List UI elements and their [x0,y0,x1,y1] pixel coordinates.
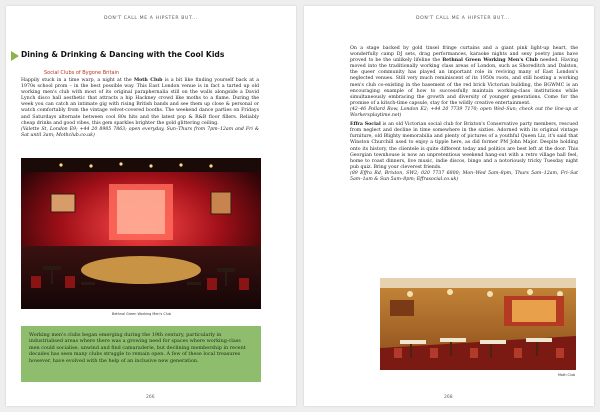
photo-caption: Moth Club [558,373,576,377]
body-text-run: is a bit like finding yourself back at a 1970s school prom – in the best possible way. This East London venue is in fact a tarted up old working men's club with most of its original paraphernalia still on the walls alongside a David Lynch disco hall aesthetic that attracts a hip Hackney crowd like moths to a flame. During the week you can catch an intimate gig with rising British bands and see them up close & personal or watch comfortably from the vintage velvet-covered booths. The weekend dance parties on Fridays and Saturdays alternate between cool 80s hits and the latest pop & R&B floor fillers. Reliably cheap drinks and good vibes, this gem sparkles brighter the gold glittering ceiling. [21,78,260,126]
body-text [21,78,259,142]
venue-info: (42–46 Pollard Row, London E2; +44 20 7739 7170; open Wed–Sun; check out the line-up at Workersplaytime.net) [350,106,578,119]
venue-info: (89 Effra Rd, Brixton, SW2; 020 7737 6800; Mon–Wed 5am–8pm, Thurs 5am–12am, Fri–Sat 5am–1am & Sun 5am–8pm; Effrasocial.co.uk) [350,170,578,182]
info-box: Working men's clubs began emerging during the 19th century, particularly in industrialised areas where there was a growing need for spaces where working-class men could socialise, unwind and find camaraderie, but declining membership in recent decades has seen many clubs struggle to remain open. A few of these local treasures however, have evolved with the help of an inclusive new generation. [21,326,261,382]
page-number: 268 [444,395,453,400]
body-text-run: needed. Having moved into the traditionally working class areas of London, such as Shoreditch and Dalston, the queer community has played an important role in reviving many of East London's neglected venues. Still very much reminiscent of its 1950s roots, and still hosting a working men's club co-existing in the basement of the red brick Victorian building, the BGWMC is an encouraging example of how to successfully maintain working-class institutions while simultaneously embracing the growth and diversity of younger generations. Come for the promise of a kitsch-time capsule, stay for the wildly creative entertainment. [350,58,578,106]
body-paragraph [350,46,578,119]
club-photo-graphic [21,158,261,309]
body-text-run: Happily stuck in a time warp, a night at the [21,78,134,83]
venue-info: (Valette St, London E9; +44 20 8985 7863; open everyday, Sun–Thurs from 7pm–12am and Fri & Sat until 3am; Mothclub.co.uk) [21,126,259,138]
club-photo [380,278,576,370]
page-number: 266 [146,395,155,400]
body-text [350,46,578,186]
body-paragraph [21,78,259,139]
chapter-title: Dining & Drinking & Dancing with the Cool Kids [21,50,225,59]
running-head: DON'T CALL ME A HIPSTER BUT... [416,16,510,21]
section-arrow-icon [11,51,19,61]
subheading: Social Clubs of Bygone Britain [44,70,120,76]
right-page [304,6,594,406]
club-photo-graphic [380,278,576,370]
body-paragraph [350,122,578,183]
left-page [6,6,296,406]
body-text-run: On a stage backed by gold tinsel fringe curtains and a giant pink light-up heart, the wonderfully camp DJ sets, drag performances, karaoke nights and sexy poetry jams have proved to be the unlikely lifeline the [350,46,578,64]
body-text-run: is an old Victorian social club for Brixton's Conservative party members, rescued from neglect and decline in time somewhere in the sixties. Adorned with its original vintage furniture, old Blighty memorabilia and plenty of pictures of a youthful Queen Liz, it's said that Winston Churchill used to enjoy a tipple here, as did former PM John Major. Despite holding onto its history, the clientele is quite different today and politics are best left at the door. This Georgian townhouse is now an unpretentious weekend hang-out with a retro village hall feel, home to roast dinners, live music, indie discos, bingo and a notoriously tricky Tuesday night pub quiz. Bring your cleverest friends. [350,122,578,170]
photo-caption: Bethnal Green Working Men's Club [112,312,171,316]
running-head: DON'T CALL ME A HIPSTER BUT... [104,16,198,21]
club-photo [21,158,261,309]
venue-name: Effra Social [350,122,381,128]
venue-name: Bethnal Green Working Men's Club [442,58,538,64]
venue-name: Moth Club [133,78,163,83]
